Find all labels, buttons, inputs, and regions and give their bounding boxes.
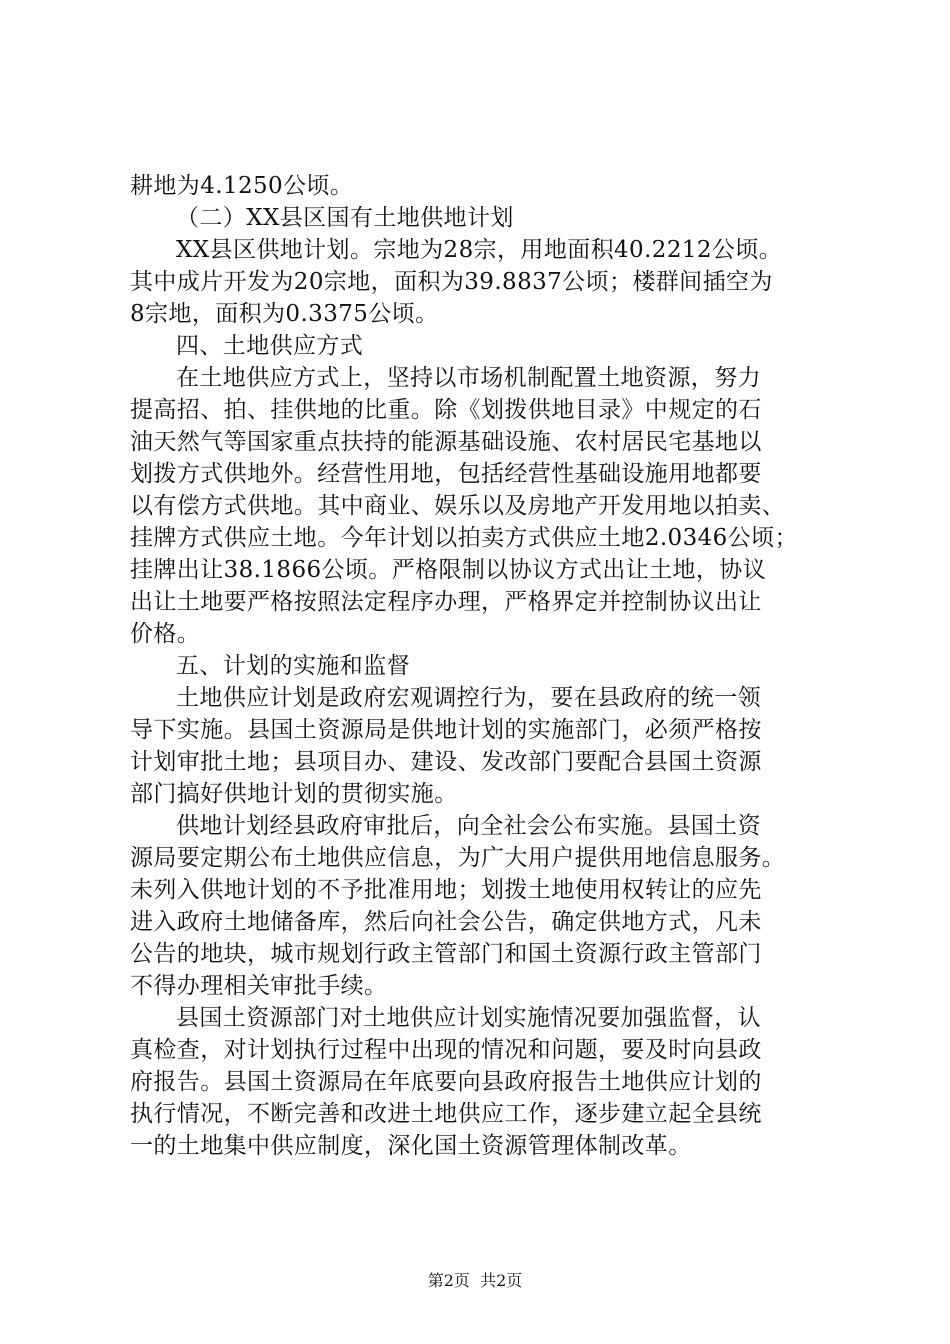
text-line: 源局要定期公布土地供应信息，为广大用户提供用地信息服务。 [130, 845, 786, 871]
text-line: 油天然气等国家重点扶持的能源基础设施、农村居民宅基地以 [130, 429, 762, 455]
text-line: 供地计划经县政府审批后，向全社会公布实施。县国土资 [176, 813, 761, 839]
text-line: 县国土资源部门对土地供应计划实施情况要加强监督，认 [176, 1005, 761, 1031]
text-line: 提高招、拍、挂供地的比重。除《划拨供地目录》中规定的石 [130, 397, 762, 423]
page-number: 第2页 共2页 [427, 1271, 523, 1290]
text-line: 执行情况，不断完善和改进土地供应工作，逐步建立起全县统 [130, 1101, 762, 1127]
text-line: 导下实施。县国土资源局是供地计划的实施部门，必须严格按 [130, 717, 762, 743]
text-line: XX县区供地计划。宗地为28宗，用地面积40.2212公顷。 [176, 237, 783, 263]
text-line: 府报告。县国土资源局在年底要向县政府报告土地供应计划的 [130, 1069, 762, 1095]
text-line: 挂牌方式供应土地。今年计划以拍卖方式供应土地2.0346公顷； [130, 525, 798, 551]
text-line: 进入政府土地储备库，然后向社会公告，确定供地方式，凡未 [130, 909, 762, 935]
text-line: 五、计划的实施和监督 [176, 653, 410, 679]
text-line: 8宗地，面积为0.3375公顷。 [130, 301, 439, 327]
text-line: 土地供应计划是政府宏观调控行为，要在县政府的统一领 [176, 685, 761, 711]
text-line: 四、土地供应方式 [176, 333, 364, 359]
text-line: 公告的地块，城市规划行政主管部门和国土资源行政主管部门 [130, 941, 762, 967]
text-line: 在土地供应方式上，坚持以市场机制配置土地资源，努力 [176, 365, 761, 391]
text-line: 出让土地要严格按照法定程序办理，严格界定并控制协议出让 [130, 589, 762, 615]
text-line: 其中成片开发为20宗地，面积为39.8837公顷；楼群间插空为 [130, 269, 773, 295]
text-line: 以有偿方式供地。其中商业、娱乐以及房地产开发用地以拍卖、 [130, 493, 786, 519]
page-footer [0, 1271, 950, 1291]
text-line: （二）XX县区国有土地供地计划 [176, 205, 514, 231]
text-line: 挂牌出让38.1866公顷。严格限制以协议方式出让土地，协议 [130, 557, 767, 583]
text-line: 真检查，对计划执行过程中出现的情况和问题，要及时向县政 [130, 1037, 762, 1063]
document-body [130, 170, 832, 1162]
text-line: 计划审批土地；县项目办、建设、发改部门要配合县国土资源 [130, 749, 762, 775]
text-line: 一的土地集中供应制度，深化国土资源管理体制改革。 [130, 1133, 692, 1159]
text-line: 未列入供地计划的不予批准用地；划拨土地使用权转让的应先 [130, 877, 762, 903]
text-line: 耕地为4.1250公顷。 [130, 173, 354, 199]
text-line: 部门搞好供地计划的贯彻实施。 [130, 781, 458, 807]
text-line: 价格。 [130, 621, 201, 647]
text-line: 不得办理相关审批手续。 [130, 973, 388, 999]
text-line: 划拨方式供地外。经营性用地，包括经营性基础设施用地都要 [130, 461, 762, 487]
